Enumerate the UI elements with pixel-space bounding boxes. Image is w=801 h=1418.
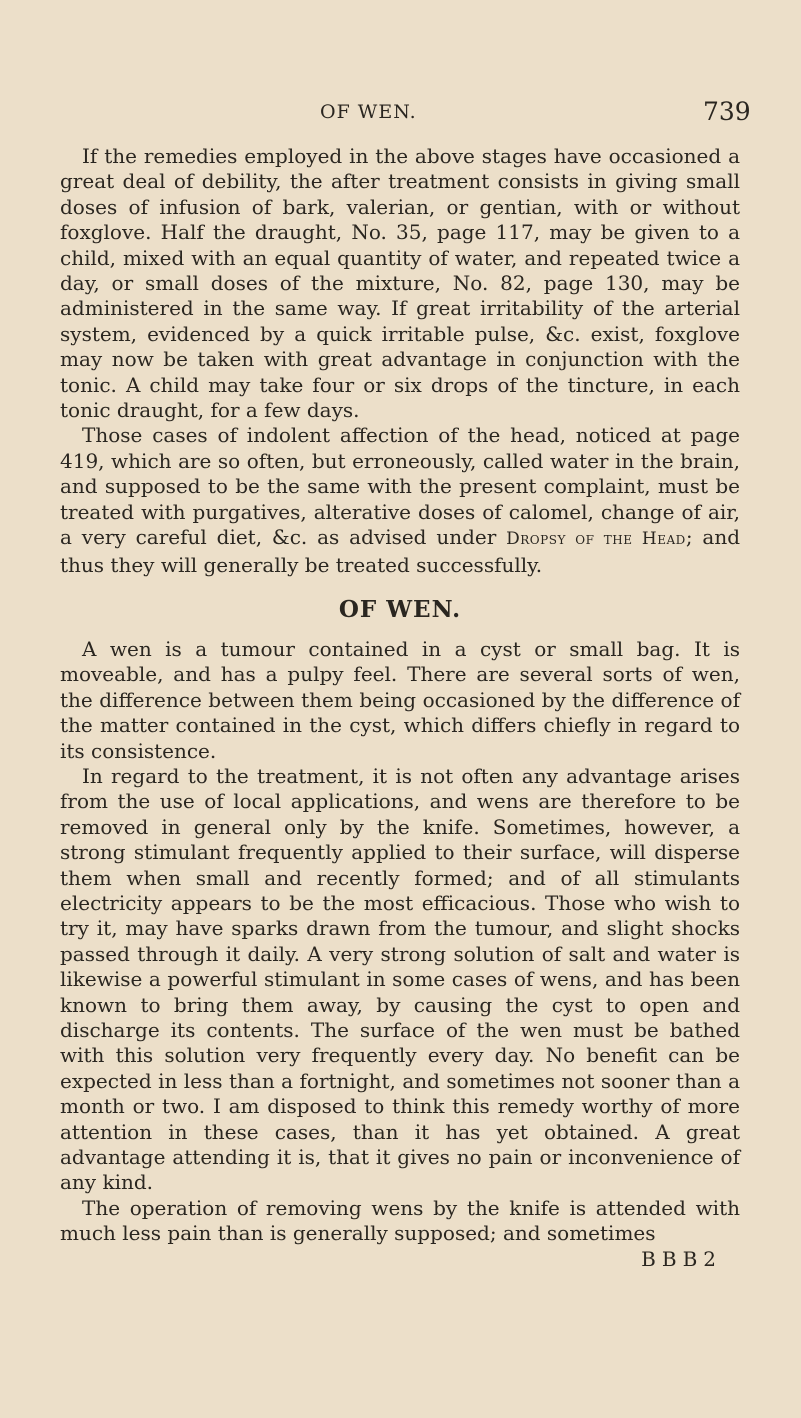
paragraph-text-after-ref: ; and thus they will generally be treated successfully. bbox=[60, 525, 741, 577]
paragraph-text-before-ref: Those cases of indolent affection of the head, noticed at page 419, which are so often, but erroneously, called water in the brain, and supposed to be the same with the present complaint, must be treated with purgatives, alterative doses of calomel, change of air, a very careful diet, &c. as advised under bbox=[60, 423, 740, 550]
page-header bbox=[0, 97, 801, 131]
running-title: OF WEN. bbox=[320, 101, 417, 123]
printer-signature-mark: BBB2 bbox=[641, 1246, 722, 1271]
paragraph-wen-treatment: In regard to the treatment, it is not often any advantage arises from the use of local applications, and wens are therefore to be removed in general only by the knife. Sometimes, however, a strong stimulant frequently applied to their surface, will disperse them when small and recently formed; and of all stimulants electricity appears to be the most efficacious. Those who wish to try it, may have sparks drawn from the tumour, and slight shocks passed through it daily. A very strong solution of salt and water is likewise a powerful stimulant in some cases of wens, and has been known to bring them away, by causing the cyst to open and discharge its contents. The surface of the wen must be bathed with this solution very frequently every day. No benefit can be expected in less than a fortnight, and sometimes not sooner than a month or two. I am disposed to think this remedy worthy of more attention in these cases, than it has yet obtained. A great advantage attending it is, that it gives no pain or inconvenience of any kind. bbox=[60, 763, 740, 1195]
body-text bbox=[60, 144, 740, 1272]
paragraph-wen-definition: A wen is a tumour contained in a cyst or small bag. It is moveable, and has a pulpy feel. There are several sorts of wen, the difference between them being occasioned by the difference of the matter contained in the cyst, which differs chiefly in regard to its consistence. bbox=[60, 636, 740, 763]
paragraph-wen-operation: The operation of removing wens by the knife is attended with much less pain than is generally supposed; and sometimes bbox=[60, 1195, 740, 1246]
section-heading: OF WEN. bbox=[338, 595, 462, 623]
page-number: 739 bbox=[703, 97, 751, 126]
paragraph-indolent-affection bbox=[60, 423, 740, 577]
paragraph-debility-treatment: If the remedies employed in the above stages have occasioned a great deal of debility, the after treatment consists in giving small doses of infusion of bark, valerian, or gentian, with or without foxglove. Half the draught, No. 35, page 117, may be given to a child, mixed with an equal quantity of water, and repeated twice a day, or small doses of the mixture, No. 82, page 130, may be administered in the same way. If great irritability of the arterial system, evidenced by a quick irritable pulse, &c. exist, foxglove may now be taken with great advantage in conjunction with the tonic. A child may take four or six drops of the tincture, in each tonic draught, for a few days. bbox=[60, 144, 740, 423]
cross-reference-dropsy-of-the-head: Dropsy of the Head bbox=[506, 529, 686, 550]
